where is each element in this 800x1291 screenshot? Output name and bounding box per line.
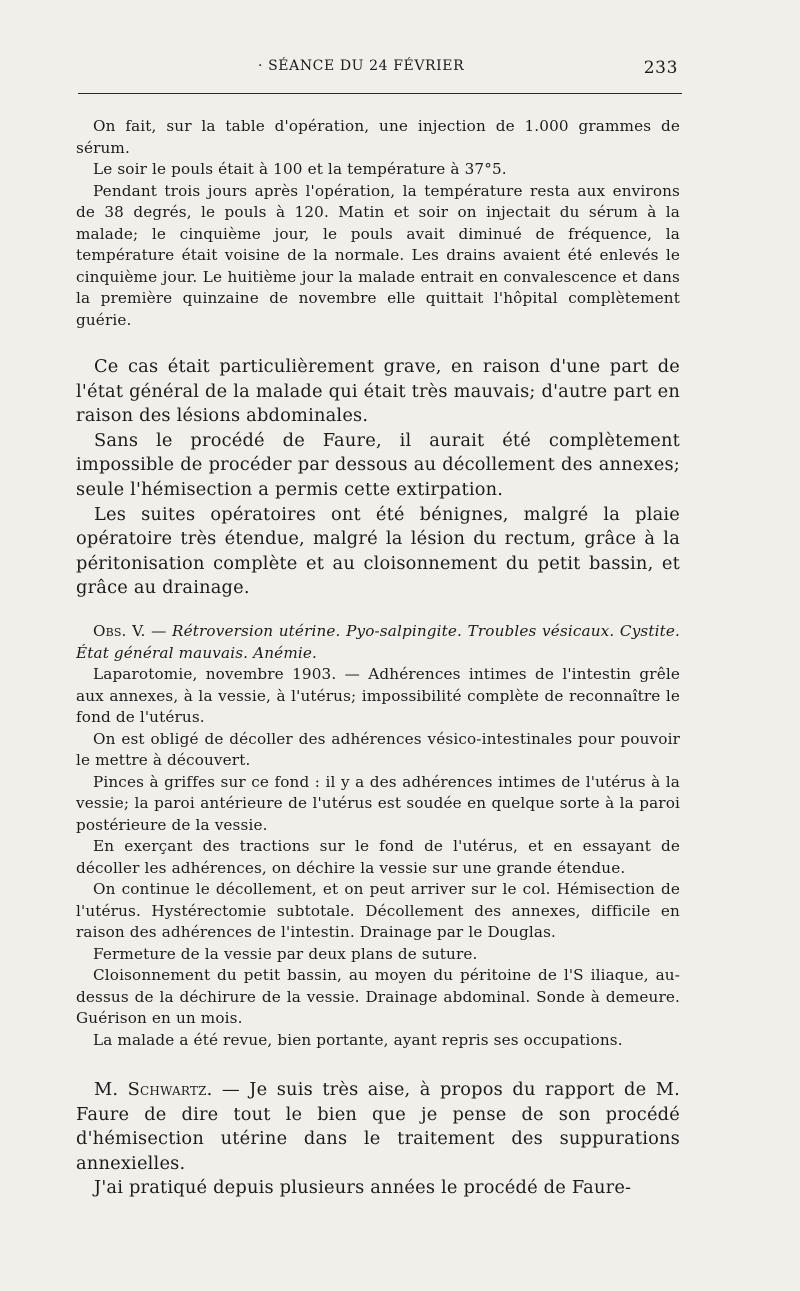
commentary-paragraph-3: Les suites opératoires ont été bénignes, malgré la plaie opératoire très étendue, malgré la lésion du rectum, grâce à la péritonisation complète et au cloisonnement du petit bassin, et grâce au drainage. xyxy=(76,503,680,599)
observation-heading xyxy=(76,621,680,664)
page-header xyxy=(78,58,678,82)
page-number: 233 xyxy=(643,58,678,78)
case-report xyxy=(76,116,680,331)
case-paragraph-2: Le soir le pouls était à 100 et la température à 37°5. xyxy=(93,160,507,178)
discussion-opening: — Je suis très aise, à propos du rapport de M. Faure de dire tout le bien que je pense de son procédé d'hémisection utérine dans le traitement des suppurations annexielles. xyxy=(76,1079,680,1174)
observation-paragraph-4: En exerçant des tractions sur le fond de l'utérus, et en essayant de décoller les adhérences, on déchire la vessie sur une grande étendue. xyxy=(76,837,680,877)
running-title: · SÉANCE DU 24 FÉVRIER xyxy=(258,58,465,74)
observation-paragraph-1: Laparotomie, novembre 1903. — Adhérences intimes de l'intestin grêle aux annexes, à la vessie, à l'utérus; impossibilité complète de reconnaître le fond de l'utérus. xyxy=(76,665,680,726)
observation-label: Obs. V. — xyxy=(93,622,167,640)
commentary xyxy=(76,355,680,601)
case-paragraph-3: Pendant trois jours après l'opération, la température resta aux environs de 38 degrés, le pouls à 120. Matin et soir on injectait du sérum à la malade; le cinquième jour, le pouls avait diminué de fréquence, la température était voisine de la normale. Les drains avaient été enlevés le cinquième jour. Le huitième jour la malade entrait en convalescence et dans la première quinzaine de novembre elle quittait l'hôpital complètement guérie. xyxy=(76,181,680,329)
observation-paragraph-8: La malade a été revue, bien portante, ayant repris ses occupations. xyxy=(93,1030,623,1049)
case-paragraph-1: On fait, sur la table d'opération, une injection de 1.000 grammes de sérum. xyxy=(76,117,680,157)
commentary-paragraph-1: Ce cas était particulièrement grave, en raison d'une part de l'état général de la malade qui était très mauvais; d'autre part en raison des lésions abdominales. xyxy=(76,356,680,427)
header-rule xyxy=(78,93,682,94)
discussion xyxy=(76,1078,680,1201)
observation-paragraph-7: Cloisonnement du petit bassin, au moyen du péritoine de l'S iliaque, au-dessus de la déchirure de la vessie. Drainage abdominal. Sonde à demeure. Guérison en un mois. xyxy=(76,966,680,1027)
commentary-paragraph-2: Sans le procédé de Faure, il aurait été complètement impossible de procéder par dessous au décollement des annexes; seule l'hémisection a permis cette extirpation. xyxy=(76,429,680,500)
observation-paragraph-2: On est obligé de décoller des adhérences vésico-intestinales pour pouvoir le mettre à découvert. xyxy=(76,729,680,769)
observation-paragraph-3: Pinces à griffes sur ce fond : il y a des adhérences intimes de l'utérus à la vessie; la paroi antérieure de l'utérus est soudée en quelque sorte à la paroi postérieure de la vessie. xyxy=(76,772,680,834)
observation-paragraph-5: On continue le décollement, et on peut arriver sur le col. Hémisection de l'utérus. Hystérectomie subtotale. Décollement des annexes, difficile en raison des adhérences de l'intestin. Drainage par le Douglas. xyxy=(76,880,680,941)
speaker-name: M. Schwartz. xyxy=(94,1079,213,1100)
observation-paragraph-6: Fermeture de la vessie par deux plans de suture. xyxy=(93,944,478,963)
observation-title: Rétroversion utérine. Pyo-salpingite. Troubles vésicaux. Cystite. État général mauvais. Anémie. xyxy=(76,622,681,662)
discussion-paragraph-1 xyxy=(76,1078,680,1176)
observation xyxy=(76,621,680,1051)
discussion-paragraph-2: J'ai pratiqué depuis plusieurs années le procédé de Faure- xyxy=(94,1177,632,1199)
